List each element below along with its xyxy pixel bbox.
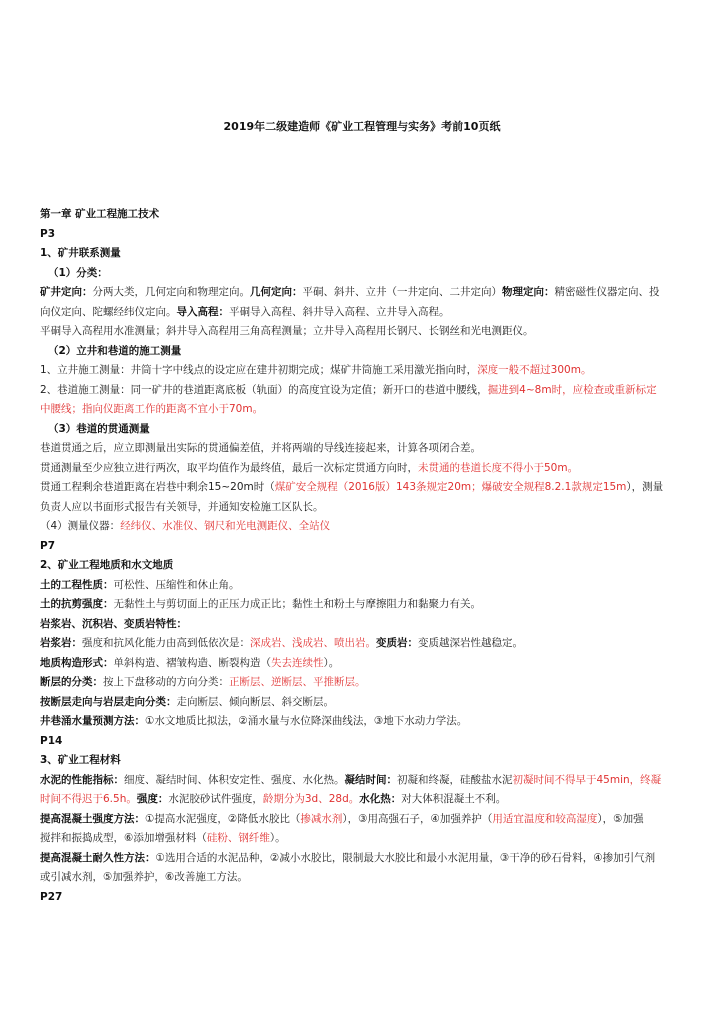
document-title: 2019年二级建造师《矿业工程管理与实务》考前10页纸 — [223, 120, 501, 133]
text-line — [40, 420, 688, 440]
body-text: 水泥胶砂试件强度， — [168, 793, 263, 805]
body-text: ①选用合适的水泥品种，②减小水胶比，限制最大水胶比和最小水泥用量，③干净的砂石骨料，④掺加引气剂 — [155, 851, 656, 864]
body-text: 走向断层、倾向断层、斜交断层。 — [176, 695, 334, 708]
highlight-text: 初凝时间不得早于45min，终凝 — [512, 773, 662, 786]
text-line — [40, 459, 688, 479]
bold-text: 物理定向： — [502, 286, 555, 298]
text-line — [40, 264, 688, 284]
bold-text: 第一章 矿业工程施工技术 — [40, 208, 160, 220]
text-line — [40, 283, 688, 303]
body-text: 平硐、斜井、立井（一井定向、二井定向） — [302, 286, 502, 298]
text-line — [40, 849, 688, 869]
body-text: 贯通工程剩余巷道距离在岩巷中剩余15~20m时（ — [40, 481, 275, 493]
body-text: 可松性、压缩性和休止角。 — [113, 578, 240, 591]
text-line — [40, 615, 688, 635]
bold-text: P14 — [40, 734, 63, 747]
bold-text: 提高混凝土耐久性方法： — [40, 851, 156, 864]
highlight-text: 龄期分为3d、28d。 — [262, 793, 360, 805]
text-line — [40, 868, 688, 888]
highlight-text: 掺减水剂 — [300, 812, 343, 825]
highlight-text: 正断层、逆断层、平推断层。 — [229, 676, 366, 688]
highlight-text: 时间不得迟于6.5h。 — [40, 793, 137, 805]
text-line — [40, 693, 688, 713]
text-line — [40, 537, 688, 557]
highlight-text: 经纬仪、水准仪、钢尺和光电测距仪、全站仪 — [120, 520, 331, 532]
body-text: ）。 — [323, 656, 340, 669]
highlight-text: 煤矿安全规程（2016版）143条规定20m；爆破安全规程8.2.1款规定15m — [274, 481, 627, 493]
text-line — [40, 439, 688, 459]
bold-text: （3）巷道的贯通测量 — [48, 422, 150, 435]
body-text: 变质越深岩性越稳定。 — [418, 637, 523, 649]
highlight-text: 失去连续性 — [271, 656, 324, 669]
bold-text: 水化热： — [359, 793, 402, 805]
text-line — [40, 654, 688, 674]
bold-text: 地质构造形式： — [40, 656, 114, 669]
bold-text: 矿井定向： — [40, 286, 93, 298]
highlight-text: 深度一般不超过300m。 — [477, 364, 592, 376]
bold-text: 凝结时间： — [344, 773, 397, 786]
bold-text: 岩浆岩： — [40, 637, 82, 649]
body-text: 初凝和终凝，硅酸盐水泥 — [397, 773, 513, 786]
text-line — [40, 400, 688, 420]
bold-text: 强度： — [136, 793, 169, 805]
document-body — [40, 205, 688, 907]
bold-text: P27 — [40, 890, 63, 903]
bold-text: 按断层走向与岩层走向分类： — [40, 695, 177, 708]
body-text: 细度、凝结时间、体积安定性、强度、水化热。 — [124, 773, 345, 786]
bold-text: 土的工程性质： — [40, 578, 114, 591]
bold-text: 几何定向： — [250, 286, 303, 298]
body-text: ），③用高强石子，④加强养护（ — [342, 812, 493, 825]
text-line — [40, 322, 688, 342]
text-line — [40, 381, 688, 401]
body-text: ），⑤加强 — [597, 812, 644, 825]
text-line — [40, 478, 688, 498]
text-line — [40, 712, 688, 732]
text-line — [40, 673, 688, 693]
body-text: （4）测量仪器： — [40, 520, 121, 532]
bold-text: 水泥的性能指标： — [40, 773, 124, 786]
body-text: 贯通测量至少应独立进行两次，取平均值作为最终值，最后一次标定贯通方向时， — [40, 461, 418, 474]
highlight-text: 掘进到4~8m时，应检查或重新标定 — [487, 383, 657, 396]
highlight-text: 硅粉、钢纤维 — [206, 832, 270, 844]
text-line — [40, 576, 688, 596]
text-line — [40, 205, 688, 225]
bold-text: P3 — [40, 227, 56, 240]
highlight-text: 深成岩、浅成岩、喷出岩。 — [250, 637, 376, 649]
text-line — [40, 342, 688, 362]
text-line — [40, 810, 688, 830]
body-text: 搅拌和振捣成型，⑥添加增强材料（ — [40, 832, 207, 844]
body-text: ①提高水泥强度，②降低水胶比（ — [145, 812, 301, 825]
text-line — [40, 244, 688, 264]
text-line — [40, 361, 688, 381]
body-text: ），测量 — [626, 481, 664, 493]
text-line — [40, 556, 688, 576]
text-line — [40, 732, 688, 752]
highlight-text: 用适宜温度和较高湿度 — [492, 812, 598, 825]
text-line — [40, 634, 688, 654]
bold-text: （1）分类： — [48, 266, 108, 279]
text-line — [40, 517, 688, 537]
body-text: 巷道贯通之后，应立即测量出实际的贯通偏差值，并将两端的导线连接起来，计算各项闭合差。 — [40, 442, 481, 454]
body-text: 或引减水剂，⑤加强养护，⑥改善施工方法。 — [40, 871, 248, 883]
bold-text: 土的抗剪强度： — [40, 598, 114, 610]
body-text: 精密磁性仪器定向、投 — [554, 286, 660, 298]
body-text: 分两大类，几何定向和物理定向。 — [92, 286, 250, 298]
body-text: 对大体积混凝土不利。 — [401, 793, 507, 805]
highlight-text: 中腰线；指向仪距离工作的距离不宜小于70m。 — [40, 403, 264, 415]
bold-text: 井巷涌水量预测方法： — [40, 715, 145, 727]
bold-text: 1、矿井联系测量 — [40, 247, 121, 259]
body-text: 1、立井施工测量：井筒十字中线点的设定应在建井初期完成；煤矿井筒施工采用激光指向时， — [40, 364, 478, 376]
text-line — [40, 751, 688, 771]
body-text: 单斜构造、褶皱构造、断裂构造（ — [113, 656, 271, 669]
body-text: 2、巷道施工测量：同一矿井的巷道距离底板（轨面）的高度宜设为定值；新开口的巷道中腰线， — [40, 383, 488, 396]
text-line — [40, 225, 688, 245]
highlight-text: 未贯通的巷道长度不得小于50m。 — [418, 461, 579, 474]
body-text: 向仪定向、陀螺经纬仪定向。 — [40, 305, 177, 318]
body-text: 平硐导入高程用水准测量；斜井导入高程用三角高程测量；立井导入高程用长钢尺、长钢丝和光电测距仪。 — [40, 325, 534, 337]
bold-text: 2、矿业工程地质和水文地质 — [40, 559, 174, 571]
body-text: ）。 — [269, 832, 286, 844]
body-text: 无黏性土与剪切面上的正压力成正比；黏性土和粉土与摩擦阻力和黏聚力有关。 — [113, 598, 481, 610]
text-line — [40, 595, 688, 615]
bold-text: 岩浆岩、沉积岩、变质岩特性： — [40, 617, 187, 630]
bold-text: （2）立井和巷道的施工测量 — [48, 344, 182, 357]
text-line — [40, 303, 688, 323]
body-text: 负责人应以书面形式报告有关领导，并通知安检施工区队长。 — [40, 500, 324, 513]
bold-text: P7 — [40, 539, 56, 552]
body-text: ①水文地质比拟法，②涌水量与水位降深曲线法，③地下水动力学法。 — [145, 715, 468, 727]
bold-text: 断层的分类： — [40, 676, 103, 688]
bold-text: 变质岩： — [376, 637, 418, 649]
bold-text: 提高混凝土强度方法： — [40, 812, 145, 825]
text-line — [40, 498, 688, 518]
body-text: 按上下盘移动的方向分类： — [103, 676, 229, 688]
text-line — [40, 888, 688, 908]
bold-text: 3、矿业工程材料 — [40, 754, 121, 766]
body-text: 强度和抗风化能力由高到低依次是： — [82, 637, 250, 649]
bold-text: 导入高程： — [176, 305, 229, 318]
text-line — [40, 771, 688, 791]
text-line — [40, 829, 688, 849]
body-text: 平硐导入高程、斜井导入高程、立井导入高程。 — [229, 305, 450, 318]
text-line — [40, 790, 688, 810]
